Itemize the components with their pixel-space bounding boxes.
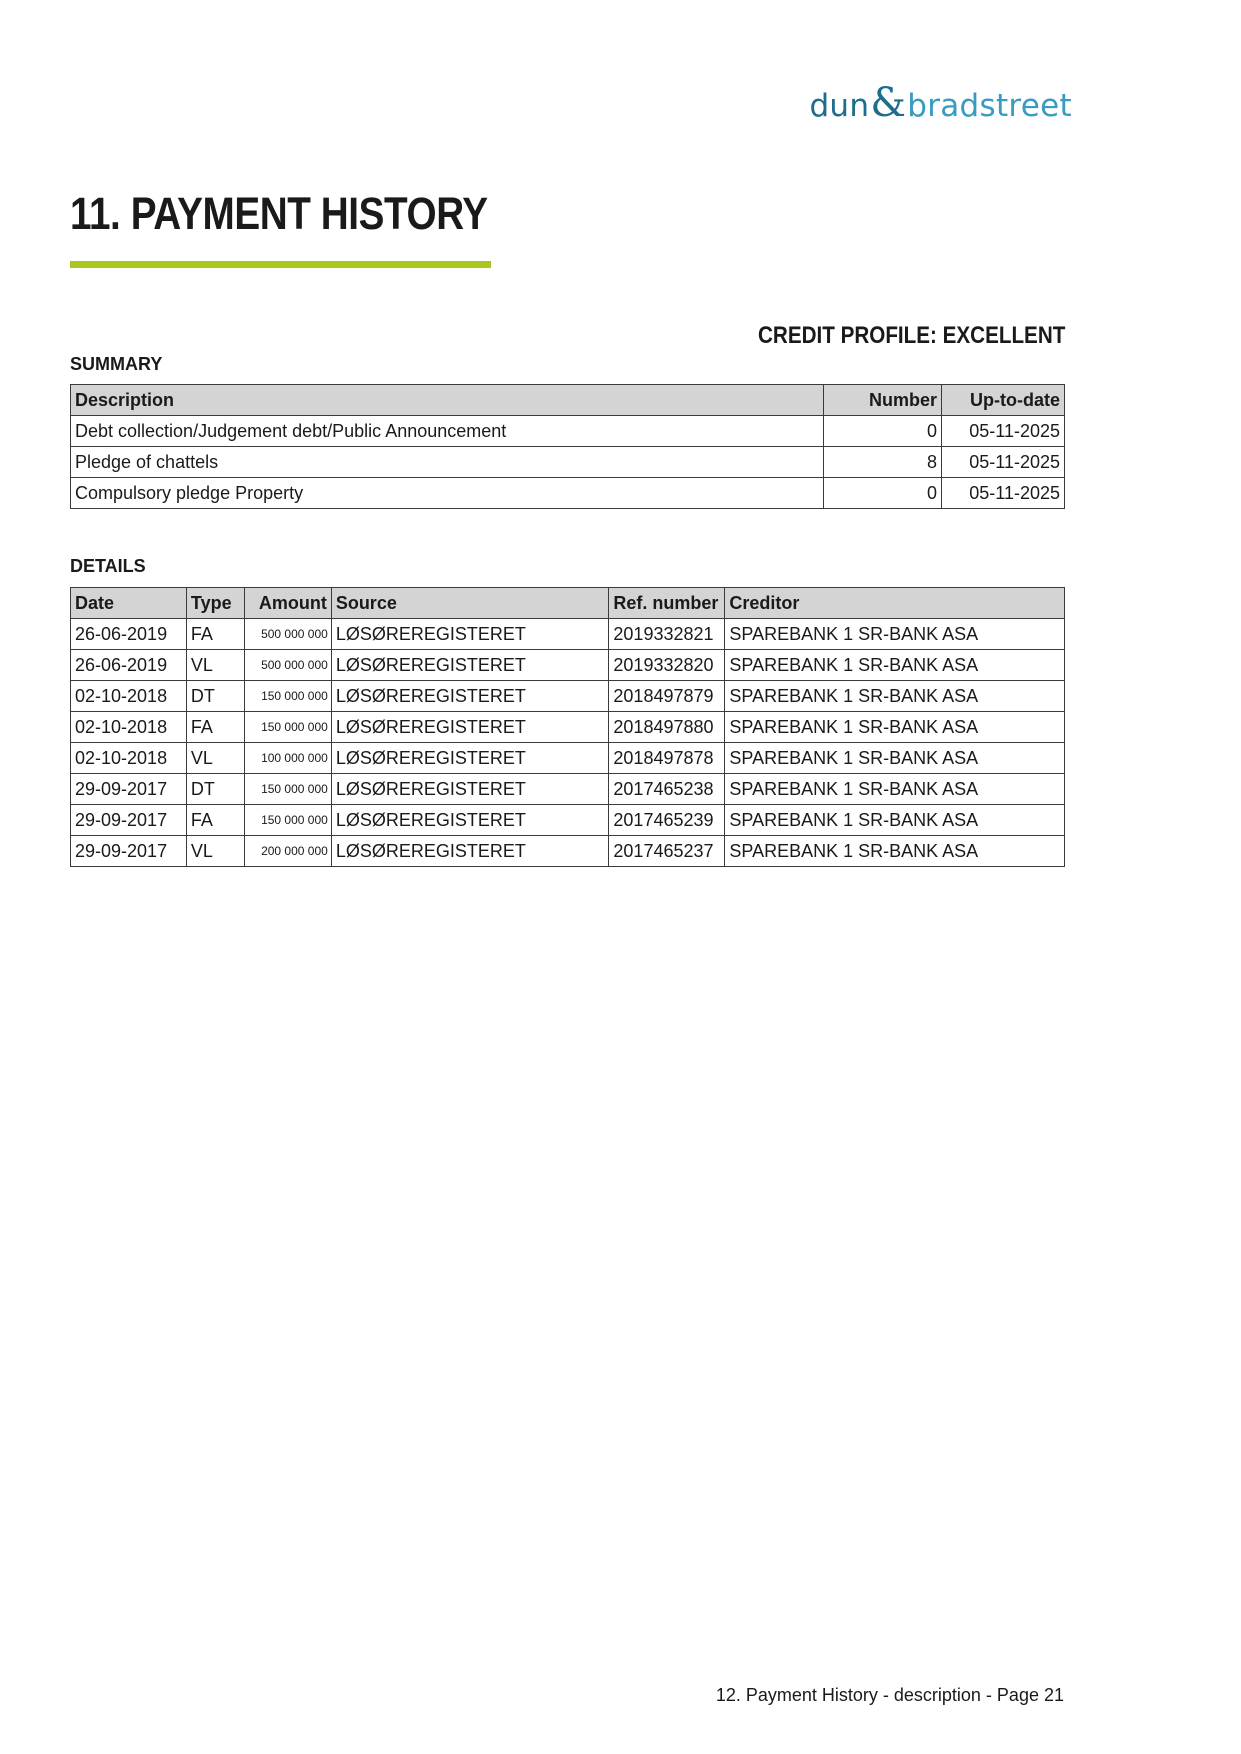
details-col-amount: Amount [244,588,331,619]
summary-cell-number: 8 [824,447,942,478]
details-cell-date: 26-06-2019 [71,650,187,681]
details-cell-creditor: SPAREBANK 1 SR-BANK ASA [725,836,1065,867]
details-cell-amount: 150 000 000 [244,805,331,836]
details-row [71,836,1065,867]
summary-row [71,447,1065,478]
details-cell-ref-number: 2017465239 [609,805,725,836]
logo-ampersand: & [870,80,907,126]
details-row [71,681,1065,712]
details-row [71,774,1065,805]
details-cell-creditor: SPAREBANK 1 SR-BANK ASA [725,712,1065,743]
details-cell-ref-number: 2018497880 [609,712,725,743]
details-header-row [71,588,1065,619]
details-cell-amount: 150 000 000 [244,774,331,805]
details-cell-creditor: SPAREBANK 1 SR-BANK ASA [725,805,1065,836]
details-cell-date: 02-10-2018 [71,681,187,712]
details-cell-date: 02-10-2018 [71,712,187,743]
details-cell-amount: 500 000 000 [244,650,331,681]
summary-cell-up-to-date: 05-11-2025 [942,416,1065,447]
summary-col-number: Number [824,385,942,416]
summary-cell-description: Pledge of chattels [71,447,824,478]
details-col-date: Date [71,588,187,619]
details-cell-type: VL [186,650,244,681]
details-cell-ref-number: 2019332821 [609,619,725,650]
details-cell-creditor: SPAREBANK 1 SR-BANK ASA [725,774,1065,805]
company-logo [809,80,1072,126]
logo-text-dun: dun [809,88,870,124]
details-cell-type: DT [186,774,244,805]
summary-cell-number: 0 [824,416,942,447]
details-col-type: Type [186,588,244,619]
details-cell-amount: 500 000 000 [244,619,331,650]
details-cell-creditor: SPAREBANK 1 SR-BANK ASA [725,681,1065,712]
details-cell-date: 02-10-2018 [71,743,187,774]
details-cell-amount: 150 000 000 [244,681,331,712]
details-cell-source: LØSØREREGISTERET [331,774,609,805]
details-row [71,712,1065,743]
details-cell-date: 29-09-2017 [71,836,187,867]
details-cell-type: VL [186,836,244,867]
summary-cell-number: 0 [824,478,942,509]
details-cell-date: 26-06-2019 [71,619,187,650]
details-cell-source: LØSØREREGISTERET [331,836,609,867]
details-cell-source: LØSØREREGISTERET [331,743,609,774]
summary-col-up-to-date: Up-to-date [942,385,1065,416]
details-row [71,743,1065,774]
details-cell-type: DT [186,681,244,712]
details-row [71,805,1065,836]
details-row [71,619,1065,650]
page-footer: 12. Payment History - description - Page 21 [715,1685,1064,1705]
details-cell-creditor: SPAREBANK 1 SR-BANK ASA [725,619,1065,650]
details-cell-creditor: SPAREBANK 1 SR-BANK ASA [725,743,1065,774]
details-table [70,587,1065,867]
details-cell-type: FA [186,712,244,743]
logo-text-bradstreet: bradstreet [907,88,1072,124]
details-heading: DETAILS [70,556,146,576]
summary-row [71,416,1065,447]
details-cell-creditor: SPAREBANK 1 SR-BANK ASA [725,650,1065,681]
details-cell-source: LØSØREREGISTERET [331,712,609,743]
details-col-source: Source [331,588,609,619]
details-cell-amount: 150 000 000 [244,712,331,743]
summary-col-description: Description [71,385,824,416]
summary-cell-up-to-date: 05-11-2025 [942,447,1065,478]
summary-cell-up-to-date: 05-11-2025 [942,478,1065,509]
details-cell-source: LØSØREREGISTERET [331,650,609,681]
summary-header-row [71,385,1065,416]
details-cell-ref-number: 2017465237 [609,836,725,867]
details-cell-source: LØSØREREGISTERET [331,681,609,712]
credit-profile-heading: CREDIT PROFILE: EXCELLENT [757,322,1065,349]
details-cell-ref-number: 2018497878 [609,743,725,774]
summary-cell-description: Debt collection/Judgement debt/Public Announcement [71,416,824,447]
summary-table [70,384,1065,509]
details-col-ref-number: Ref. number [609,588,725,619]
summary-cell-description: Compulsory pledge Property [71,478,824,509]
page-title: 11. PAYMENT HISTORY [70,188,488,239]
details-cell-type: FA [186,805,244,836]
details-cell-ref-number: 2019332820 [609,650,725,681]
details-cell-type: FA [186,619,244,650]
details-cell-source: LØSØREREGISTERET [331,619,609,650]
details-col-creditor: Creditor [725,588,1065,619]
details-cell-date: 29-09-2017 [71,805,187,836]
details-row [71,650,1065,681]
details-cell-type: VL [186,743,244,774]
summary-row [71,478,1065,509]
details-cell-amount: 200 000 000 [244,836,331,867]
details-cell-amount: 100 000 000 [244,743,331,774]
summary-heading: SUMMARY [70,354,163,374]
details-cell-ref-number: 2017465238 [609,774,725,805]
details-cell-date: 29-09-2017 [71,774,187,805]
details-cell-ref-number: 2018497879 [609,681,725,712]
details-cell-source: LØSØREREGISTERET [331,805,609,836]
title-underline [70,261,491,268]
